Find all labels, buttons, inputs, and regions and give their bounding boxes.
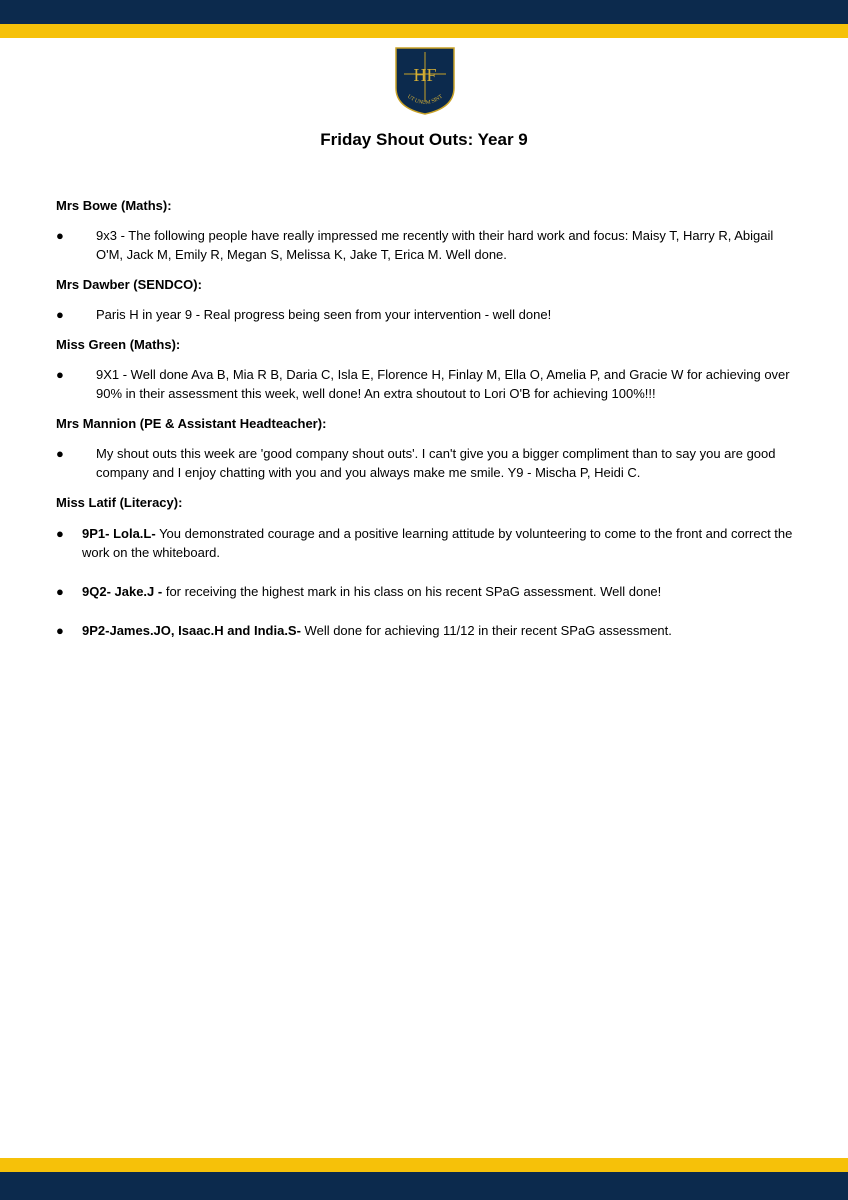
bottom-gold-band [0, 1158, 848, 1172]
section-heading: Miss Green (Maths): [56, 337, 181, 352]
list-item [56, 444, 798, 482]
bullet-icon: ● [56, 526, 64, 541]
list-item [56, 524, 798, 562]
list-item [56, 226, 798, 264]
section-miss-green [56, 335, 798, 403]
section-heading: Miss Latif (Literacy): [56, 495, 183, 510]
item-lead: 9P1- Lola.L- [82, 526, 156, 541]
list-item [56, 365, 798, 403]
section-miss-latif [56, 493, 798, 640]
section-mrs-mannion [56, 414, 798, 482]
section-mrs-dawber [56, 275, 798, 324]
page-title: Friday Shout Outs: Year 9 [320, 130, 528, 149]
bullet-icon: ● [56, 584, 64, 599]
section-heading: Mrs Dawber (SENDCO): [56, 277, 202, 292]
shout-outs-content [56, 196, 798, 660]
item-text: 9X1 - Well done Ava B, Mia R B, Daria C, Isla E, Florence H, Finlay M, Ella O, Amelia P, and Gracie W for achieving over 90% in their assessment this week, well done! An extra shoutout to Lori O'B for achieving 100%!!! [96, 367, 790, 401]
item-text: Well done for achieving 11/12 in their recent SPaG assessment. [300, 623, 672, 638]
section-mrs-bowe [56, 196, 798, 264]
bullet-icon: ● [56, 623, 64, 638]
top-gold-band [0, 24, 848, 38]
list-item [56, 305, 798, 324]
bullet-icon: ● [56, 228, 64, 243]
crest-initials: HF [413, 65, 437, 85]
item-text: Paris H in year 9 - Real progress being seen from your intervention - well done! [96, 307, 552, 322]
list-item [56, 582, 798, 601]
item-text: for receiving the highest mark in his class on his recent SPaG assessment. Well done! [162, 584, 662, 599]
bottom-navy-band [0, 1172, 848, 1200]
item-lead: 9Q2- Jake.J - [82, 584, 163, 599]
list-item [56, 621, 798, 640]
item-text: My shout outs this week are 'good company shout outs'. I can't give you a bigger compliment than to say you are good company and I enjoy chatting with you and you always make me smile. Y9 - Mischa P, Heidi C. [96, 446, 776, 480]
top-navy-band [0, 0, 848, 24]
item-text: 9x3 - The following people have really impressed me recently with their hard work and focus: Maisy T, Harry R, Abigail O'M, Jack M, Emily R, Megan S, Melissa K, Jake T, Erica M. Well done. [96, 228, 774, 262]
section-heading: Mrs Mannion (PE & Assistant Headteacher): [56, 416, 327, 431]
bullet-icon: ● [56, 367, 64, 382]
section-heading: Mrs Bowe (Maths): [56, 198, 172, 213]
item-lead: 9P2-James.JO, Isaac.H and India.S- [82, 623, 301, 638]
item-text: You demonstrated courage and a positive learning attitude by volunteering to come to the front and correct the work on the whiteboard. [82, 526, 793, 560]
crest-motto: UT UNUM SINT [406, 93, 444, 107]
bullet-icon: ● [56, 446, 64, 461]
bullet-icon: ● [56, 307, 64, 322]
school-crest-logo [394, 46, 456, 116]
